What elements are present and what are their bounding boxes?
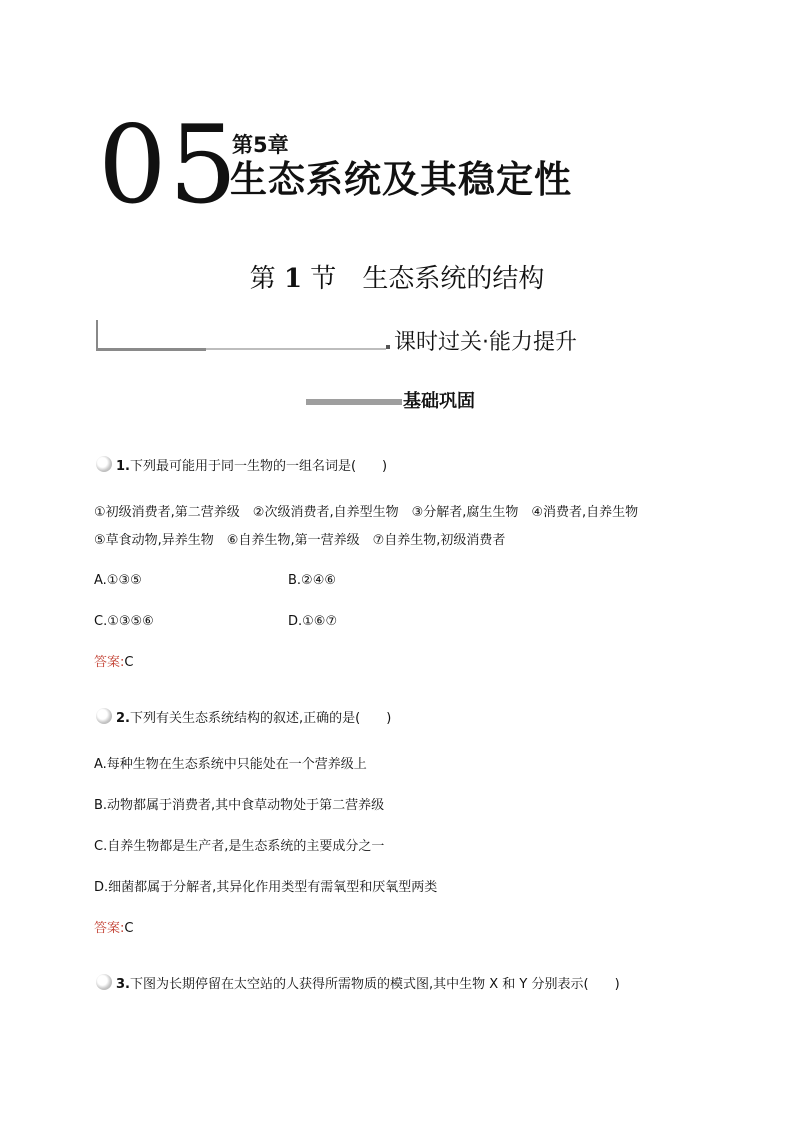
banner-heading: 课时过关·能力提升 — [394, 330, 577, 355]
answer-label: 答案: — [94, 655, 125, 670]
section-prefix: 第 — [249, 264, 276, 294]
q2-option-a: A.每种生物在生态系统中只能处在一个营养级上 — [94, 757, 367, 772]
q1-option-d: D.①⑥⑦ — [288, 614, 338, 629]
q1-option-a: A.①③⑤ — [94, 573, 142, 588]
q1-items-line-2: ⑤草食动物,异养生物 ⑥自养生物,第一营养级 ⑦自养生物,初级消费者 — [94, 533, 506, 548]
q2-option-b: B.动物都属于消费者,其中食草动物处于第二营养级 — [94, 798, 385, 813]
chapter-number: 05 — [98, 103, 240, 228]
question-number: 3. — [116, 977, 130, 992]
question-2 — [96, 708, 391, 728]
banner-rule-dark — [96, 348, 206, 351]
q1-items-line-1: ①初级消费者,第二营养级 ②次级消费者,自养型生物 ③分解者,腐生生物 ④消费者,自养生物 — [94, 505, 639, 520]
question-bullet-icon — [96, 708, 112, 724]
answer-value: C — [124, 921, 134, 936]
question-stem: 下列有关生态系统结构的叙述,正确的是( ) — [129, 711, 392, 726]
question-number: 1. — [116, 459, 130, 474]
q1-option-b: B.②④⑥ — [288, 573, 337, 588]
section-title — [0, 262, 794, 296]
q2-answer — [94, 920, 133, 938]
question-1 — [96, 456, 387, 476]
question-stem: 下列最可能用于同一生物的一组名词是( ) — [129, 459, 388, 474]
section-suffix: 节 — [310, 264, 337, 294]
question-3 — [96, 974, 620, 994]
banner-rule-light — [206, 348, 386, 350]
question-bullet-icon — [96, 974, 112, 990]
banner-corner-line — [96, 320, 98, 350]
section-name: 生态系统的结构 — [362, 264, 545, 294]
question-bullet-icon — [96, 456, 112, 472]
answer-value: C — [124, 655, 134, 670]
chapter-title: 生态系统及其稳定性 — [230, 158, 572, 201]
q2-option-d: D.细菌都属于分解者,其异化作用类型有需氧型和厌氧型两类 — [94, 880, 438, 895]
q1-option-c: C.①③⑤⑥ — [94, 614, 154, 629]
q1-answer — [94, 654, 133, 672]
question-stem: 下图为长期停留在太空站的人获得所需物质的模式图,其中生物 X 和 Y 分别表示( ) — [129, 977, 620, 992]
section-number: 1 — [283, 264, 303, 294]
subheading-bar — [306, 399, 402, 405]
answer-label: 答案: — [94, 921, 125, 936]
question-number: 2. — [116, 711, 130, 726]
subheading: 基础巩固 — [403, 391, 475, 412]
banner-dot — [386, 345, 390, 349]
chapter-label: 第5章 — [232, 133, 289, 157]
q2-option-c: C.自养生物都是生产者,是生态系统的主要成分之一 — [94, 839, 385, 854]
